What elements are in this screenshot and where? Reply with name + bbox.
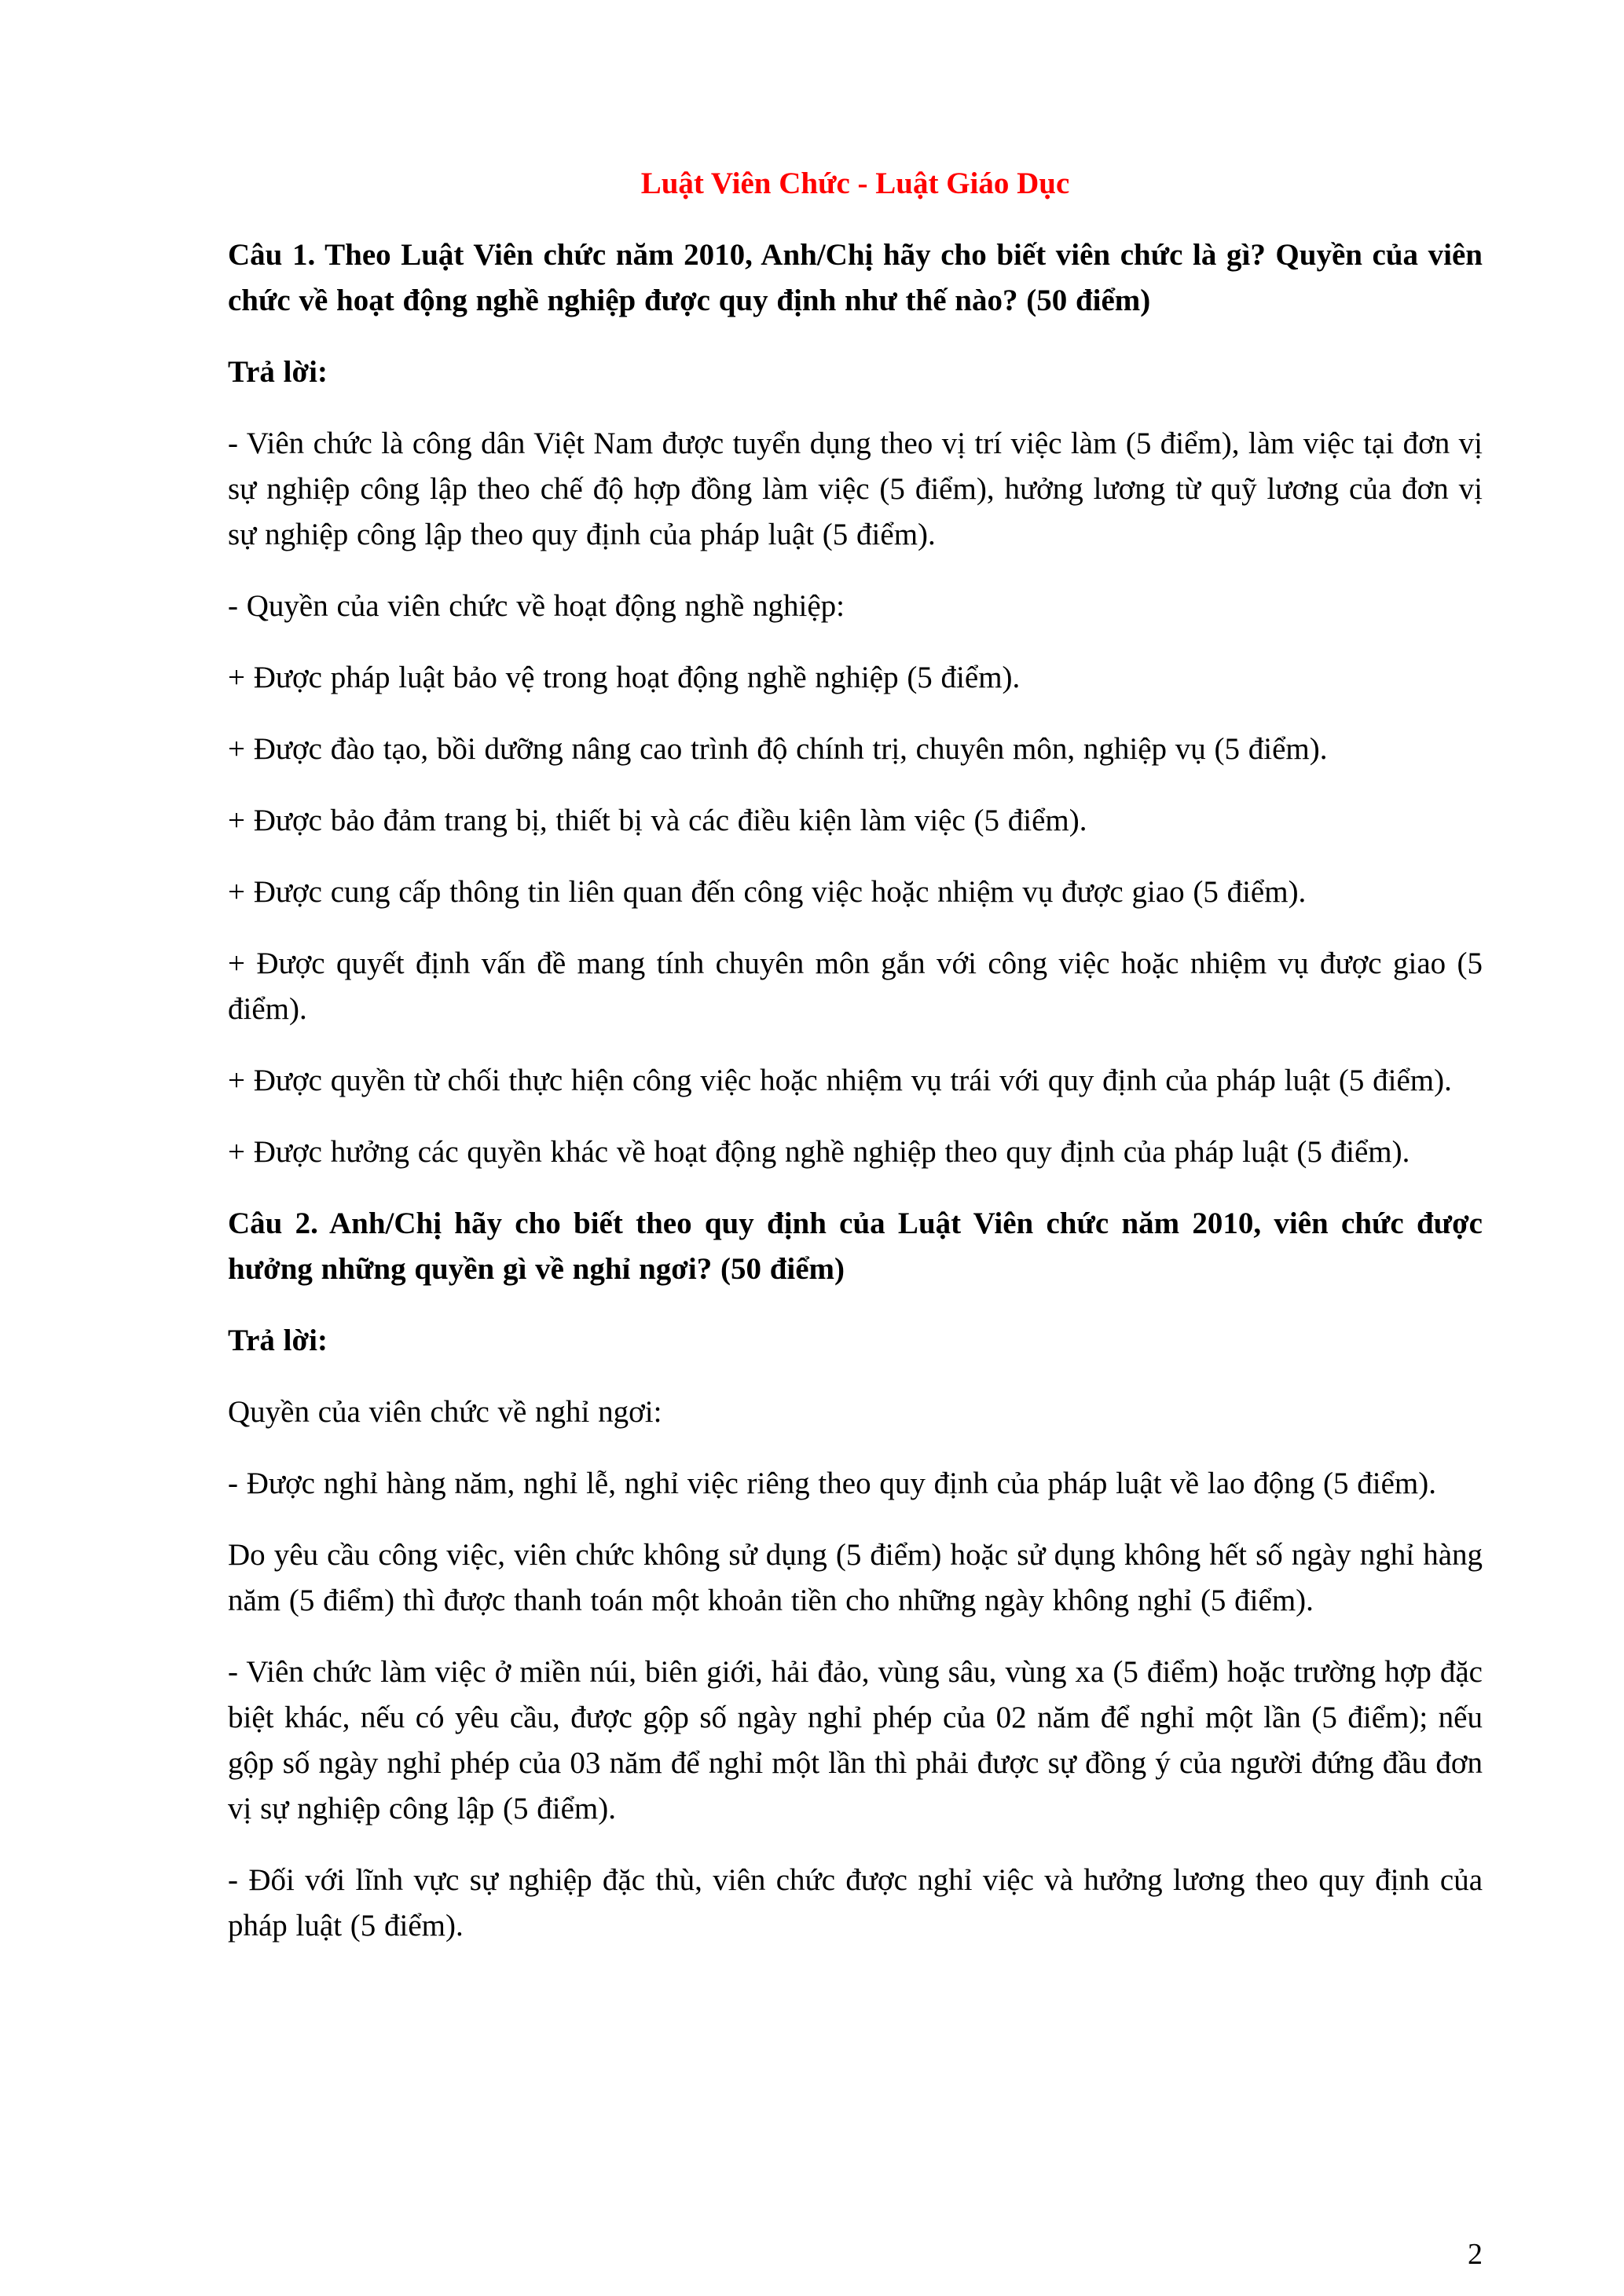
paragraph-rest-2: Do yêu cầu công việc, viên chức không sử dụng (5 điểm) hoặc sử dụng không hết số ngày nghỉ hàng năm (5 điểm) thì được thanh toán một khoản tiền cho những ngày không nghỉ (5 điểm). [228,1538,1483,1617]
paragraph-right-5: + Được quyết định vấn đề mang tính chuyên môn gắn với công việc hoặc nhiệm vụ được giao (5 điểm). [228,947,1483,1026]
paragraph-rest-4: - Đối với lĩnh vực sự nghiệp đặc thù, viên chức được nghỉ việc và hưởng lương theo quy định của pháp luật (5 điểm). [228,1863,1483,1943]
paragraph-right-6: + Được quyền từ chối thực hiện công việc hoặc nhiệm vụ trái với quy định của pháp luật (5 điểm). [228,1064,1452,1097]
document-title: Luật Viên Chức - Luật Giáo Dục [640,167,1070,200]
paragraph-rest-3: - Viên chức làm việc ở miền núi, biên giới, hải đảo, vùng sâu, vùng xa (5 điểm) hoặc trường hợp đặc biệt khác, nếu có yêu cầu, được gộp số ngày nghỉ phép của 02 năm để nghỉ một lần (5 điểm); nếu gộp số ngày nghỉ phép của 03 năm để nghỉ một lần thì phải được sự đồng ý của người đứng đầu đơn vị sự nghiệp công lập (5 điểm). [228,1655,1483,1825]
paragraph-right-2: + Được đào tạo, bồi dưỡng nâng cao trình độ chính trị, chuyên môn, nghiệp vụ (5 điểm). [228,732,1328,766]
answer-2-label: Trả lời: [228,1324,328,1357]
paragraph-right-4: + Được cung cấp thông tin liên quan đến công việc hoặc nhiệm vụ được giao (5 điểm). [228,875,1307,909]
paragraph-rest-1: - Được nghỉ hàng năm, nghỉ lễ, nghỉ việc riêng theo quy định của pháp luật về lao động (5 điểm). [228,1467,1436,1500]
paragraph-right-1: + Được pháp luật bảo vệ trong hoạt động nghề nghiệp (5 điểm). [228,661,1021,694]
question-1-heading: Câu 1. Theo Luật Viên chức năm 2010, Anh/Chị hãy cho biết viên chức là gì? Quyền của viên chức về hoạt động nghề nghiệp được quy định như thế nào? (50 điểm) [228,238,1483,317]
paragraph-right-3: + Được bảo đảm trang bị, thiết bị và các điều kiện làm việc (5 điểm). [228,804,1087,837]
paragraph-rights-intro: - Quyền của viên chức về hoạt động nghề nghiệp: [228,589,845,623]
paragraph-definition: - Viên chức là công dân Việt Nam được tuyển dụng theo vị trí việc làm (5 điểm), làm việc tại đơn vị sự nghiệp công lập theo chế độ hợp đồng làm việc (5 điểm), hưởng lương từ quỹ lương của đơn vị sự nghiệp công lập theo quy định của pháp luật (5 điểm). [228,427,1483,551]
page-number: 2 [1468,2238,1483,2271]
paragraph-right-7: + Được hưởng các quyền khác về hoạt động nghề nghiệp theo quy định của pháp luật (5 điểm). [228,1135,1410,1169]
answer-1-label: Trả lời: [228,355,328,389]
paragraph-rest-intro: Quyền của viên chức về nghỉ ngơi: [228,1395,662,1429]
question-2-heading: Câu 2. Anh/Chị hãy cho biết theo quy định của Luật Viên chức năm 2010, viên chức được hưởng những quyền gì về nghỉ ngơi? (50 điểm) [228,1207,1483,1286]
